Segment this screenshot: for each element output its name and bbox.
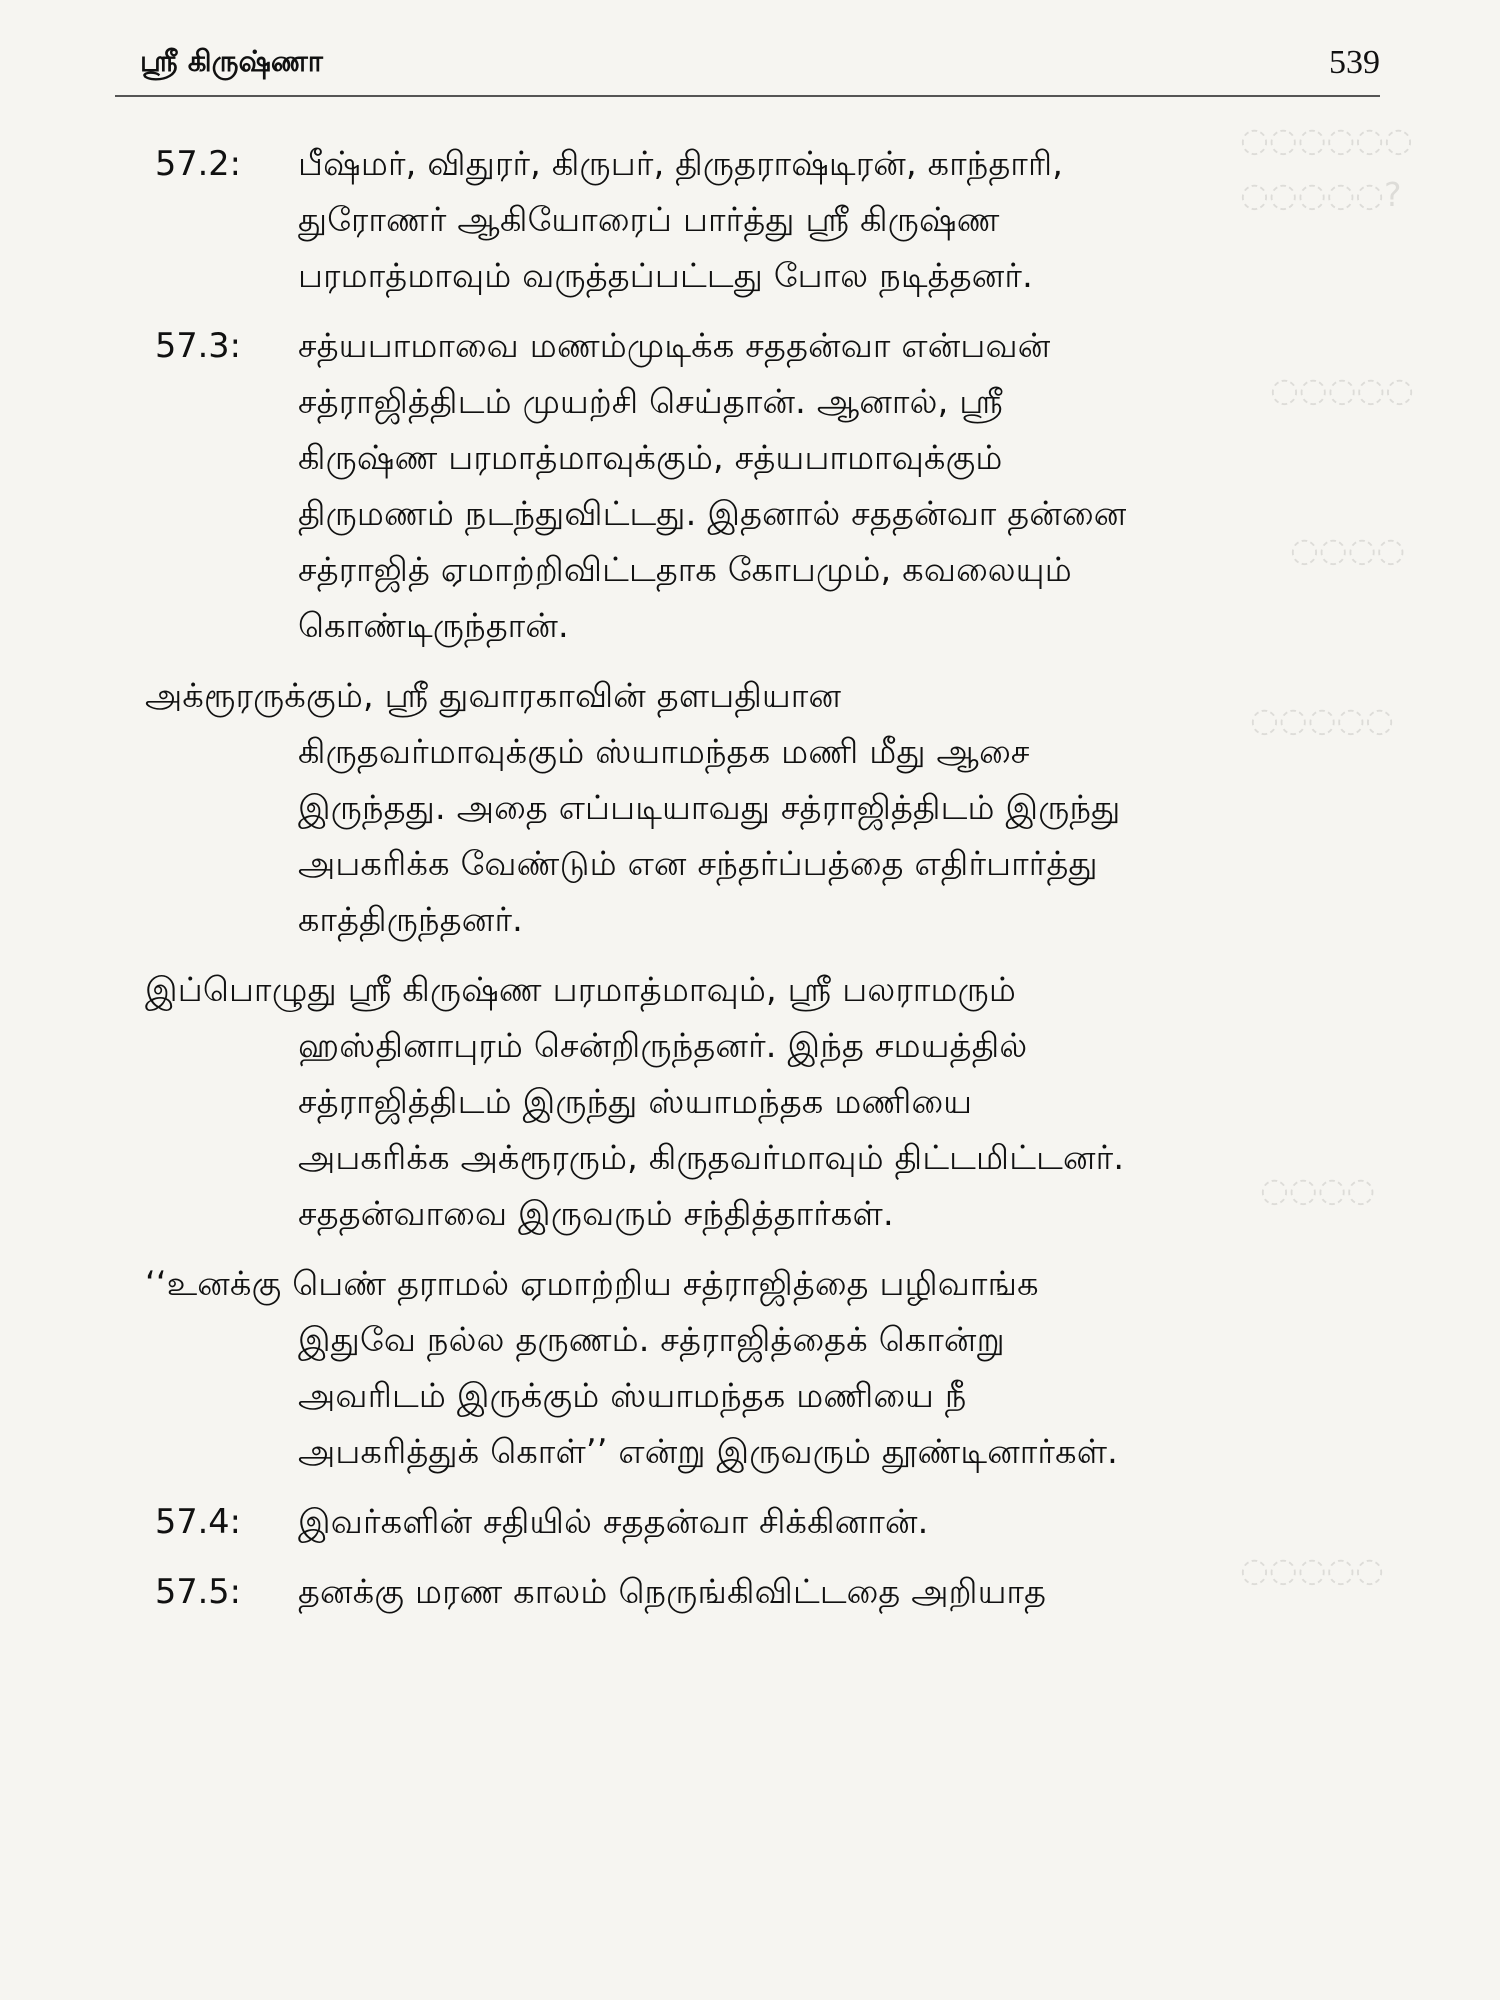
text-line: அபகரிக்க வேண்டும் என சந்தர்ப்பத்தை எதிர்பார்த்து (298, 844, 1098, 883)
text-line: தனக்கு மரண காலம் நெருங்கிவிட்டதை அறியாத (298, 1572, 1047, 1611)
show-through-text: ◌◌◌◌◌? (1240, 175, 1402, 214)
verse-number: 57.3: (155, 326, 241, 365)
verse-57-2 (145, 136, 1395, 304)
verse-number: 57.4: (155, 1502, 241, 1541)
text-line: சத்ராஜித் ஏமாற்றிவிட்டதாக கோபமும், கவலையும் (298, 550, 1072, 589)
text-line: அபகரிக்க அக்ரூரரும், கிருதவர்மாவும் திட்டமிட்டனர். (298, 1138, 1125, 1177)
show-through-text: ◌◌◌◌ (1290, 530, 1406, 569)
page-number: 539 (1329, 44, 1380, 81)
text-line: திருமணம் நடந்துவிட்டது. இதனால் சததன்வா தன்னை (298, 494, 1127, 533)
text-line: துரோணர் ஆகியோரைப் பார்த்து ஸ்ரீ கிருஷ்ண (298, 200, 1000, 239)
show-through-text: ◌◌◌◌◌ (1250, 700, 1394, 739)
verse-57-4 (145, 1494, 1395, 1550)
header-rule (115, 95, 1380, 97)
show-through-text: ◌◌◌◌◌ (1270, 370, 1414, 409)
text-line: இவர்களின் சதியில் சததன்வா சிக்கினான். (298, 1502, 929, 1541)
show-through-text: ◌◌◌◌◌ (1240, 1550, 1384, 1589)
text-line: சத்ராஜித்திடம் இருந்து ஸ்யாமந்தக மணியை (298, 1082, 973, 1121)
page-body (145, 136, 1395, 1634)
text-line: கொண்டிருந்தான். (298, 606, 569, 645)
verse-number: 57.5: (155, 1572, 241, 1611)
paragraph-quote (145, 1256, 1395, 1480)
verse-number: 57.2: (155, 144, 241, 183)
text-line: சததன்வாவை இருவரும் சந்தித்தார்கள். (298, 1194, 894, 1233)
show-through-text: ◌◌◌◌◌◌ (1240, 120, 1413, 159)
verse-57-5 (145, 1564, 1395, 1620)
text-line: அபகரித்துக் கொள்’’ என்று இருவரும் தூண்டினார்கள். (298, 1432, 1119, 1471)
text-line: சத்ராஜித்திடம் முயற்சி செய்தான். ஆனால், ஸ்ரீ (298, 382, 1004, 421)
paragraph-akrura (145, 668, 1395, 948)
page-header (140, 40, 1380, 100)
text-line: பரமாத்மாவும் வருத்தப்பட்டது போல நடித்தனர். (298, 256, 1033, 295)
text-line: காத்திருந்தனர். (298, 900, 523, 939)
text-line: இதுவே நல்ல தருணம். சத்ராஜித்தைக் கொன்று (298, 1320, 1005, 1359)
text-line: சத்யபாமாவை மணம்முடிக்க சததன்வா என்பவன் (298, 326, 1051, 365)
text-line: கிருதவர்மாவுக்கும் ஸ்யாமந்தக மணி மீது ஆசை (298, 732, 1030, 771)
verse-57-3 (145, 318, 1395, 654)
running-title: ஸ்ரீ கிருஷ்ணா (140, 44, 323, 78)
text-line: அவரிடம் இருக்கும் ஸ்யாமந்தக மணியை நீ (298, 1376, 967, 1415)
text-line: அக்ரூரருக்கும், ஸ்ரீ துவாரகாவின் தளபதியான (145, 676, 842, 715)
text-line: இப்பொழுது ஸ்ரீ கிருஷ்ண பரமாத்மாவும், ஸ்ரீ பலராமரும் (145, 970, 1017, 1009)
text-line: ஹஸ்தினாபுரம் சென்றிருந்தனர். இந்த சமயத்தில் (298, 1026, 1028, 1065)
paragraph-hastinapura (145, 962, 1395, 1242)
text-line: பீஷ்மர், விதுரர், கிருபர், திருதராஷ்டிரன், காந்தாரி, (298, 144, 1064, 183)
text-line: கிருஷ்ண பரமாத்மாவுக்கும், சத்யபாமாவுக்கும் (298, 438, 1003, 477)
show-through-text: ◌◌◌◌ (1260, 1170, 1376, 1209)
text-line: இருந்தது. அதை எப்படியாவது சத்ராஜித்திடம் இருந்து (298, 788, 1121, 827)
text-line: ‘‘உனக்கு பெண் தராமல் ஏமாற்றிய சத்ராஜித்தை பழிவாங்க (145, 1264, 1039, 1303)
